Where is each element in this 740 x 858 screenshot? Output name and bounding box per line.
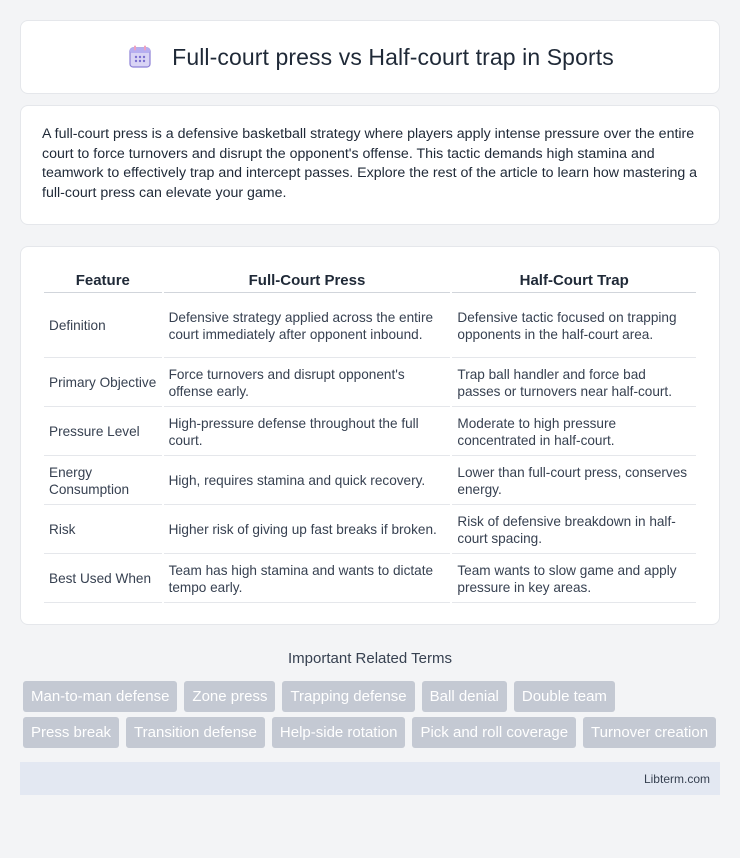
table-header-row	[44, 269, 696, 293]
page-title: Full-court press vs Half-court trap in Sports	[172, 43, 614, 70]
comparison-table-card	[20, 246, 720, 625]
tag-help-side-rotation[interactable]: Help-side rotation	[272, 717, 406, 748]
cell-half-court: Moderate to high pressure concentrated in half-court.	[452, 409, 696, 456]
cell-full-court: Team has high stamina and wants to dictate tempo early.	[164, 556, 451, 603]
tag-press-break[interactable]: Press break	[23, 717, 119, 748]
footer-site-link[interactable]: Libterm.com	[643, 771, 710, 786]
cell-feature: Energy Consumption	[44, 458, 162, 505]
tag-man-to-man-defense[interactable]: Man-to-man defense	[23, 681, 177, 712]
table-row	[44, 458, 696, 505]
tag-transition-defense[interactable]: Transition defense	[126, 717, 265, 748]
tag-zone-press[interactable]: Zone press	[184, 681, 275, 712]
footer	[20, 762, 720, 795]
title-card	[20, 20, 720, 94]
table-row	[44, 409, 696, 456]
tag-double-team[interactable]: Double team	[514, 681, 615, 712]
cell-feature: Pressure Level	[44, 409, 162, 456]
cell-half-court: Trap ball handler and force bad passes or turnovers near half-court.	[452, 360, 696, 407]
tag-ball-denial[interactable]: Ball denial	[422, 681, 507, 712]
intro-text: A full-court press is a defensive basketball strategy where players apply intense pressure over the entire court to force turnovers and disrupt the opponent's offense. This tactic demands high stamina and teamwork to effectively trap and intercept passes. Explore the rest of the article to learn how mastering a full-court press can elevate your game.	[42, 126, 698, 201]
cell-full-court: Higher risk of giving up fast breaks if broken.	[164, 507, 451, 554]
related-terms-section	[20, 650, 720, 748]
cell-half-court: Defensive tactic focused on trapping opponents in the half-court area.	[452, 295, 696, 358]
related-terms-title: Important Related Terms	[288, 650, 452, 667]
cell-full-court: Force turnovers and disrupt opponent's offense early.	[164, 360, 451, 407]
cell-feature: Risk	[44, 507, 162, 554]
cell-feature: Primary Objective	[44, 360, 162, 407]
cell-full-court: High-pressure defense throughout the full court.	[164, 409, 451, 456]
cell-feature: Definition	[44, 295, 162, 358]
header-half-court-trap: Half-Court Trap	[452, 269, 696, 293]
cell-half-court: Risk of defensive breakdown in half-court spacing.	[452, 507, 696, 554]
table-row	[44, 360, 696, 407]
table-row	[44, 507, 696, 554]
header-feature: Feature	[44, 269, 162, 293]
comparison-table	[42, 267, 698, 605]
table-row	[44, 556, 696, 603]
cell-full-court: Defensive strategy applied across the entire court immediately after opponent inbound.	[164, 295, 451, 358]
table-row	[44, 295, 696, 358]
cell-full-court: High, requires stamina and quick recovery.	[164, 458, 451, 505]
related-terms-tags	[20, 681, 720, 748]
calendar-icon	[126, 43, 154, 71]
tag-trapping-defense[interactable]: Trapping defense	[282, 681, 414, 712]
cell-half-court: Team wants to slow game and apply pressure in key areas.	[452, 556, 696, 603]
tag-pick-and-roll-coverage[interactable]: Pick and roll coverage	[412, 717, 576, 748]
cell-feature: Best Used When	[44, 556, 162, 603]
tag-turnover-creation[interactable]: Turnover creation	[583, 717, 716, 748]
cell-half-court: Lower than full-court press, conserves energy.	[452, 458, 696, 505]
header-full-court-press: Full-Court Press	[164, 269, 451, 293]
intro-card	[20, 105, 720, 225]
